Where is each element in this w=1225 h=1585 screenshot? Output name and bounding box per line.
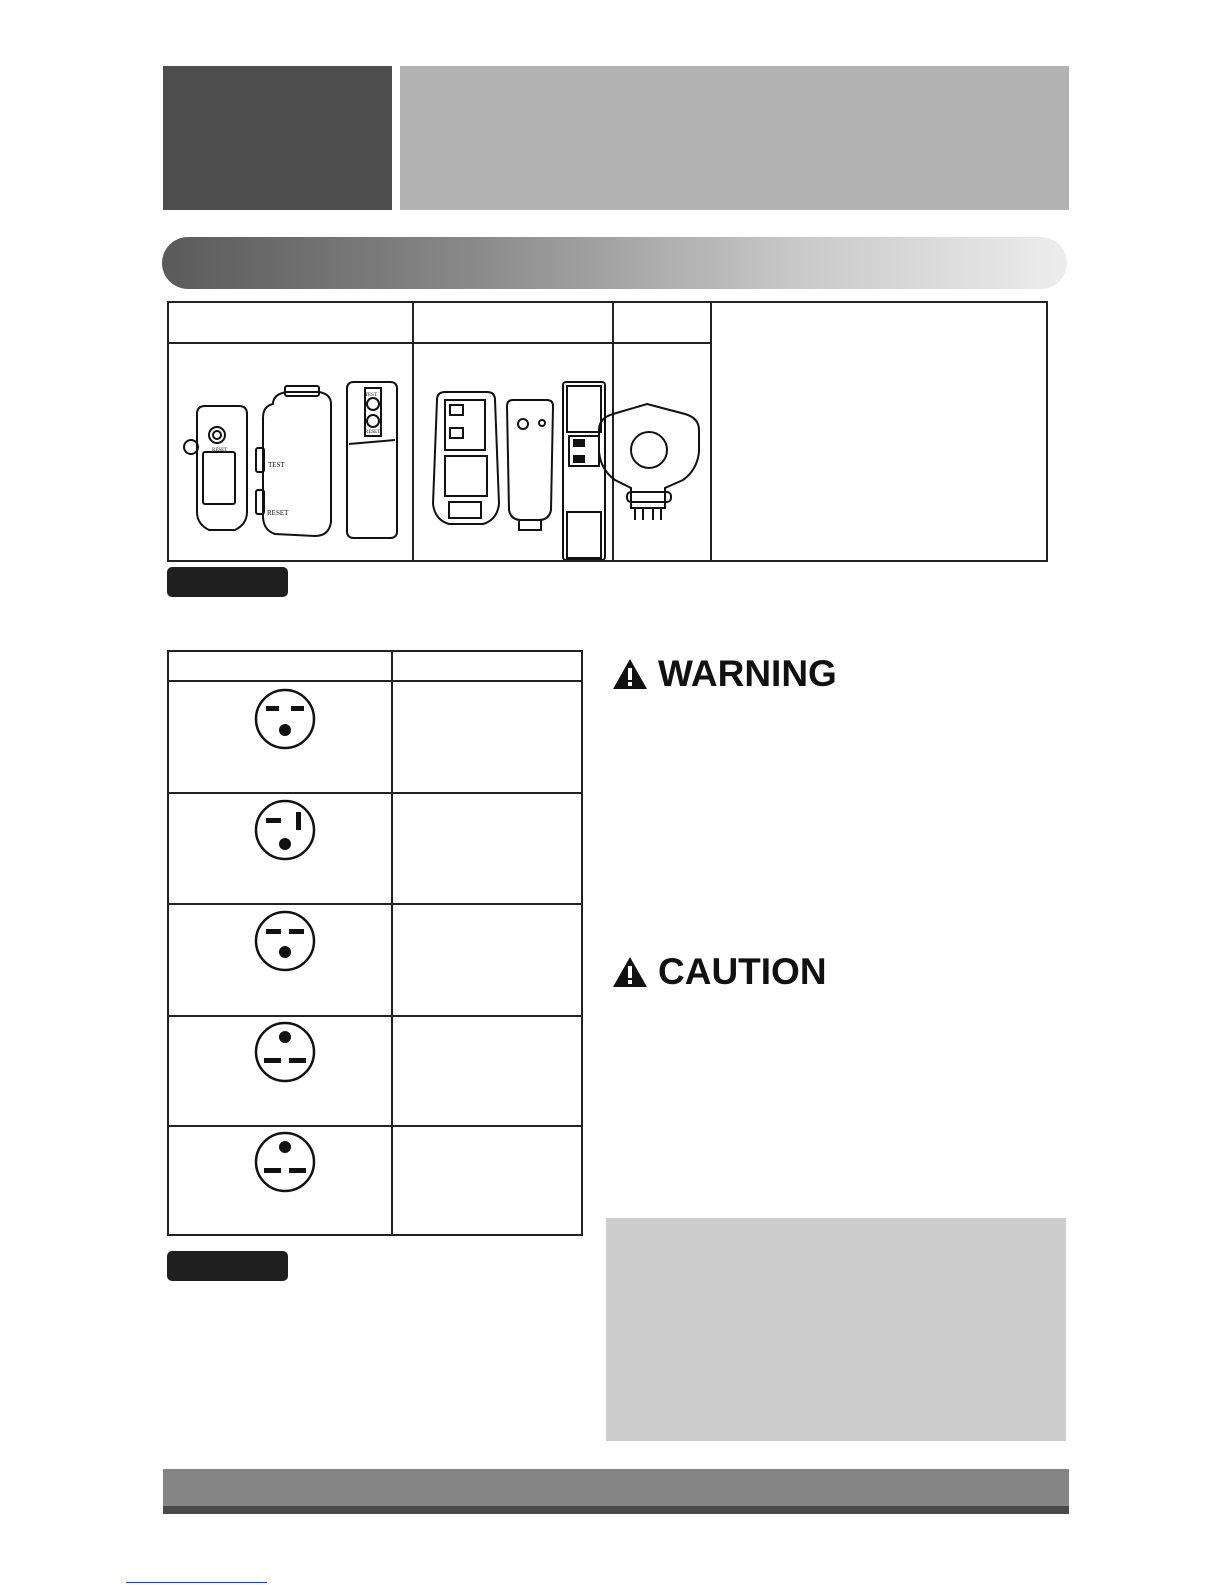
- section-title-bar: [162, 237, 1067, 289]
- reset-label: RESET: [212, 448, 228, 453]
- table-header-divider: [169, 680, 581, 682]
- footer-strip: [163, 1506, 1069, 1514]
- table-divider: [710, 303, 712, 560]
- note-tag: [167, 1251, 288, 1281]
- test-label: TEST: [268, 461, 285, 469]
- power-cord-table: [167, 301, 1048, 562]
- outlet-horizontal-and-vertical-slot-icon: [253, 798, 317, 862]
- test-label: TEST: [365, 393, 377, 398]
- ground-fault-plug-d-icon: [433, 392, 499, 524]
- note-tag: [167, 567, 288, 597]
- table-row-divider: [169, 792, 581, 794]
- chapter-tab: [163, 66, 392, 210]
- ground-fault-plug-e-icon: [507, 400, 553, 530]
- warning-heading: [612, 655, 837, 692]
- power-cord-illustrations: [169, 344, 710, 560]
- footer-bar: [163, 1469, 1069, 1506]
- table-divider: [391, 652, 393, 1234]
- reset-label: RESET: [365, 430, 381, 435]
- caution-heading: [612, 953, 827, 990]
- outlet-ground-top-slots-bottom-icon: [253, 1020, 317, 1084]
- chapter-title-bar: [400, 66, 1069, 210]
- ground-fault-plug-g-icon: [599, 404, 699, 520]
- table-row-divider: [169, 903, 581, 905]
- bottom-link-underline[interactable]: [126, 1582, 267, 1583]
- table-row-divider: [169, 1015, 581, 1017]
- warning-triangle-icon: [612, 658, 648, 690]
- ground-fault-plug-c-icon: [347, 382, 397, 538]
- ground-fault-plug-f-icon: [563, 382, 605, 560]
- warning-label: WARNING: [658, 653, 837, 694]
- table-row-divider: [169, 1125, 581, 1127]
- outlet-ground-top-slots-bottom-icon: [253, 1130, 317, 1194]
- ground-fault-plug-a-icon: [184, 406, 247, 530]
- outlet-two-horizontal-slots-icon: [253, 687, 317, 751]
- outlet-table: [167, 650, 583, 1236]
- info-box: [606, 1218, 1066, 1441]
- caution-label: CAUTION: [658, 951, 827, 992]
- outlet-two-horizontal-slots-icon: [253, 909, 317, 973]
- reset-label: RESET: [267, 509, 289, 517]
- warning-triangle-icon: [612, 956, 648, 988]
